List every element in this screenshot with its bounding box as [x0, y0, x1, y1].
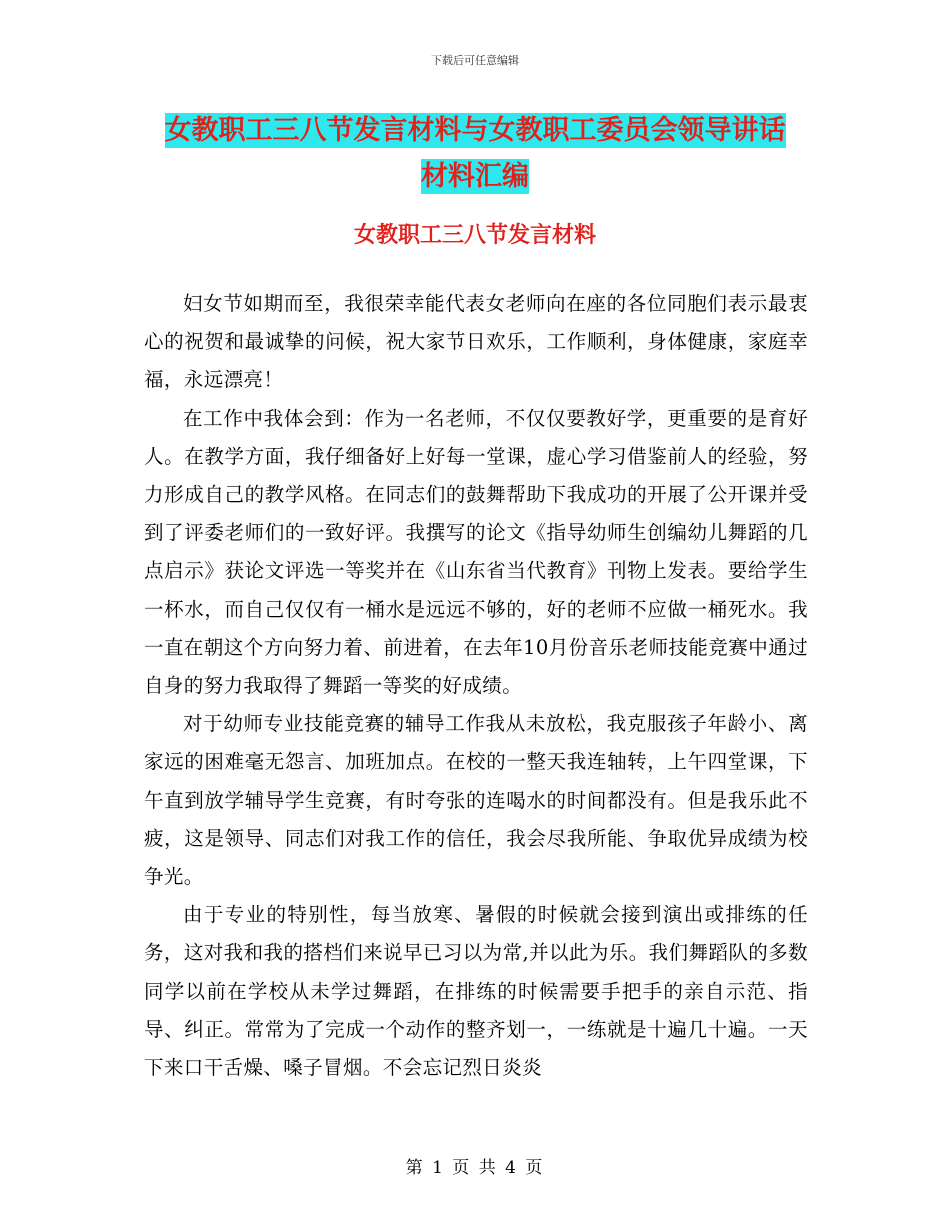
title-line-1: 女教职工三八节发言材料与女教职工委员会领导讲话 — [164, 115, 786, 146]
page-footer: 第 1 页 共 4 页 — [405, 1158, 545, 1178]
section-title: 女教职工三八节发言材料 — [353, 222, 596, 248]
paragraph: 对于幼师专业技能竞赛的辅导工作我从未放松，我克服孩子年龄小、离家远的困难毫无怨言、加班加点。在校的一整天我连轴转，上午四堂课，下午直到放学辅导学生竞赛，有时夸张的连喝水的时间都没有。但是我乐此不疲，这是领导、同志们对我工作的信任，我会尽我所能、争取优异成绩为校争光。 — [144, 712, 808, 889]
document-title — [145, 108, 805, 200]
body-text — [144, 285, 808, 1087]
header-note: 下载后可任意编辑 — [431, 54, 519, 67]
paragraph: 由于专业的特别性，每当放寒、暑假的时候就会接到演出或排练的任务，这对我和我的搭档们来说早已习以为常,并以此为乐。我们舞蹈队的多数同学以前在学校从未学过舞蹈，在排练的时候需要手把手的亲自示范、指导、纠正。常常为了完成一个动作的整齐划一，一练就是十遍几十遍。一天下来口干舌燥、嗓子冒烟。不会忘记烈日炎炎 — [144, 903, 808, 1080]
paragraph: 在工作中我体会到：作为一名老师，不仅仅要教好学，更重要的是育好人。在教学方面，我仔细备好上好每一堂课，虚心学习借鉴前人的经验，努力形成自己的教学风格。在同志们的鼓舞帮助下我成功的开展了公开课并受到了评委老师们的一致好评。我撰写的论文《指导幼师生创编幼儿舞蹈的几点启示》获论文评选一等奖并在《山东省当代教育》刊物上发表。要给学生一杯水，而自己仅仅有一桶水是远远不够的，好的老师不应做一桶死水。我一直在朝这个方向努力着、前进着，在去年10月份音乐老师技能竞赛中通过自身的努力我取得了舞蹈一等奖的好成绩。 — [144, 406, 808, 698]
paragraph: 妇女节如期而至，我很荣幸能代表女老师向在座的各位同胞们表示最衷心的祝贺和最诚挚的问候，祝大家节日欢乐，工作顺利，身体健康，家庭幸福，永远漂亮！ — [144, 292, 808, 392]
title-line-2: 材料汇编 — [421, 161, 529, 192]
